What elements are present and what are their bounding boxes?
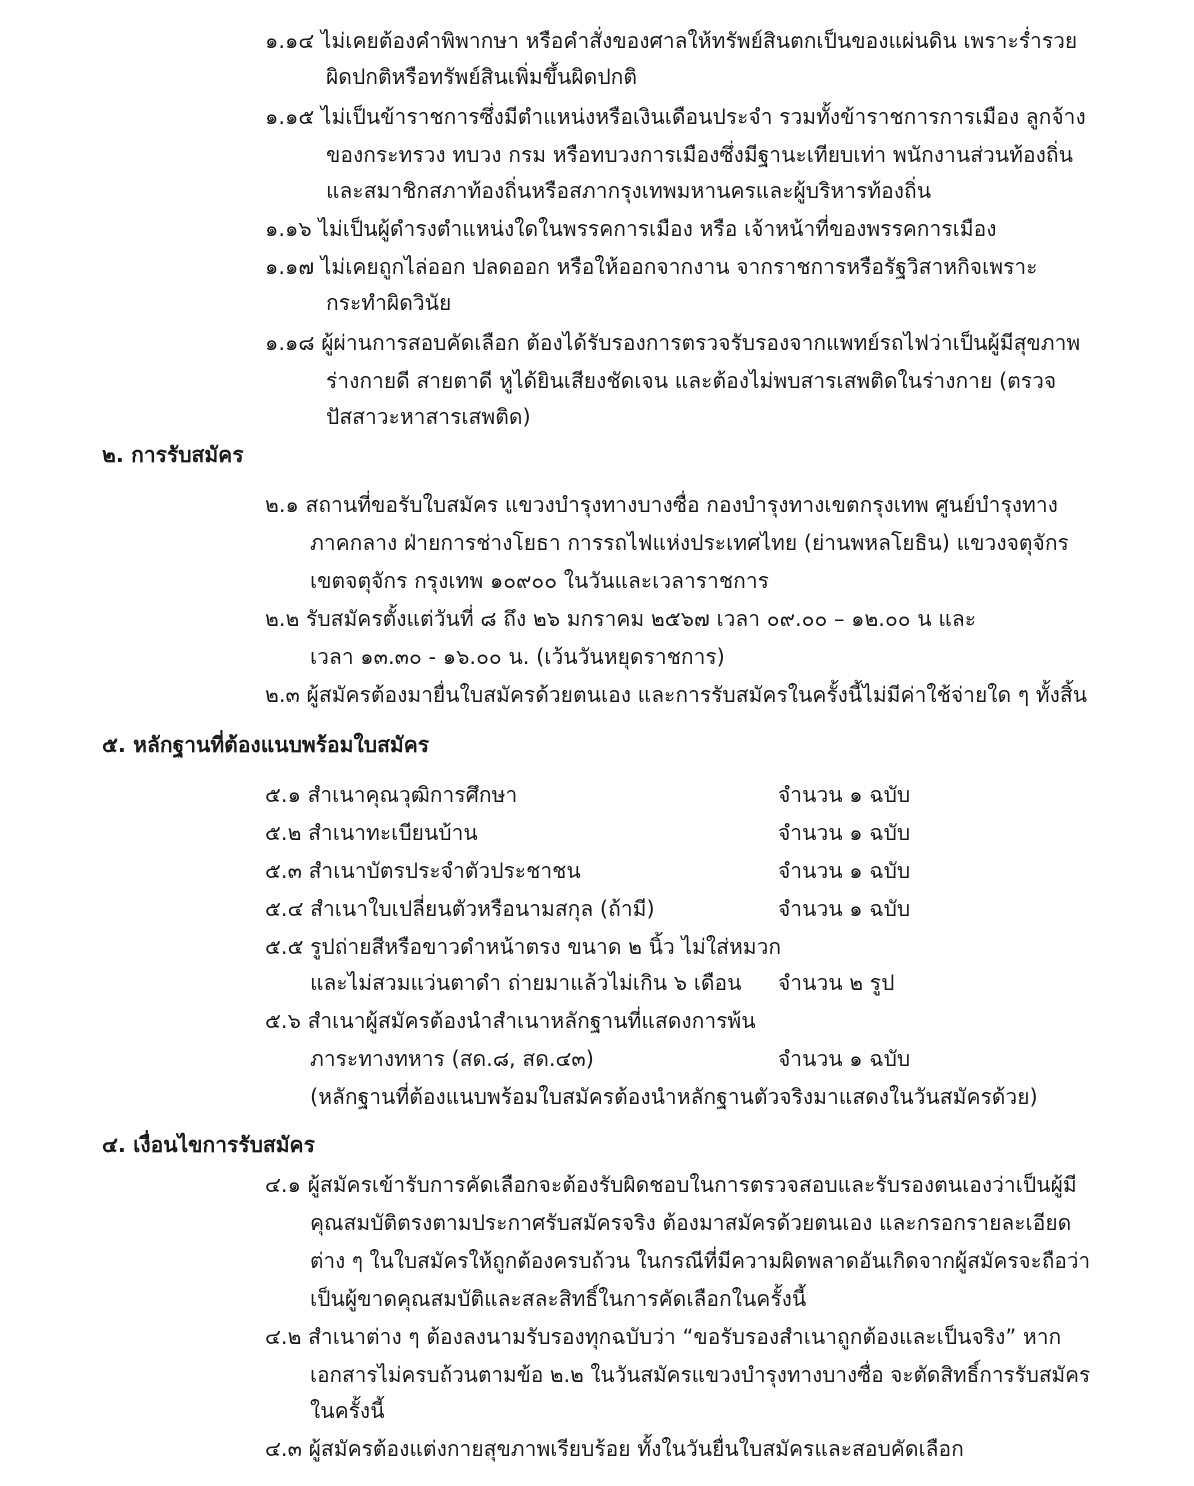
doc-item-4-label: ๕.๔ สำเนาใบเปลี่ยนตัวหรือนามสกุล (ถ้ามี) [265,897,655,921]
doc-item-3-count: จำนวน ๑ ฉบับ [778,859,911,883]
item-4-1-line-1: ๔.๑ ผู้สมัครเข้ารับการคัดเลือกจะต้องรับผิดชอบในการตรวจสอบและรับรองตนเองว่าเป็นผู้มี [265,1173,1077,1197]
item-1-18-line-3: ปัสสาวะหาสารเสพติด) [326,405,531,429]
item-1-18-line-2: ร่างกายดี สายตาดี หูได้ยินเสียงชัดเจน และต้องไม่พบสารเสพติดในร่างกาย (ตรวจ [326,369,1057,393]
item-4-1-line-3: ต่าง ๆ ในใบสมัครให้ถูกต้องครบถ้วน ในกรณีที่มีความผิดพลาดอันเกิดจากผู้สมัครจะถือว่า [310,1249,1091,1273]
section-3-heading: ๕. หลักฐานที่ต้องแนบพร้อมใบสมัคร [102,733,430,757]
doc-item-2-count: จำนวน ๑ ฉบับ [778,821,911,845]
item-1-15-line-3: และสมาชิกสภาท้องถิ่นหรือสภากรุงเทพมหานครและผู้บริหารท้องถิ่น [326,179,932,203]
item-4-2-line-2: เอกสารไม่ครบถ้วนตามข้อ ๒.๒ ในวันสมัครแขวงบำรุงทางบางซื่อ จะตัดสิทธิ์การรับสมัคร [310,1363,1091,1387]
doc-item-2-label: ๕.๒ สำเนาทะเบียนบ้าน [265,821,478,845]
doc-item-6-label-line-2: ภาระทางทหาร (สด.๘, สด.๔๓) [310,1047,594,1071]
item-1-14-line-2: ผิดปกติหรือทรัพย์สินเพิ่มขึ้นผิดปกติ [326,65,638,89]
item-4-2-line-1: ๔.๒ สำเนาต่าง ๆ ต้องลงนามรับรองทุกฉบับว่า “ขอรับรองสำเนาถูกต้องและเป็นจริง” หาก [265,1325,1062,1349]
item-1-15-line-2: ของกระทรวง ทบวง กรม หรือทบวงการเมืองซึ่งมีฐานะเทียบเท่า พนักงานส่วนท้องถิ่น [326,143,1073,167]
doc-item-4-count: จำนวน ๑ ฉบับ [778,897,911,921]
doc-item-5-count: จำนวน ๒ รูป [778,971,895,995]
section-2-heading: ๒. การรับสมัคร [102,443,244,467]
doc-item-6-count: จำนวน ๑ ฉบับ [778,1047,911,1071]
item-1-14-line-1: ๑.๑๔ ไม่เคยต้องคำพิพากษา หรือคำสั่งของศาลให้ทรัพย์สินตกเป็นของแผ่นดิน เพราะร่ำรวย [265,29,1078,53]
doc-item-5-label-line-1: ๕.๕ รูปถ่ายสีหรือขาวดำหน้าตรง ขนาด ๒ นิ้ว ไม่ใส่หมวก [265,935,782,959]
item-2-2-line-2: เวลา ๑๓.๓๐ - ๑๖.๐๐ น. (เว้นวันหยุดราชการ) [310,645,725,669]
item-2-2-line-1: ๒.๒ รับสมัครตั้งแต่วันที่ ๘ ถึง ๒๖ มกราคม ๒๕๖๗ เวลา ๐๙.๐๐ – ๑๒.๐๐ น และ [265,607,976,631]
item-4-1-line-4: เป็นผู้ขาดคุณสมบัติและสละสิทธิ์ในการคัดเลือกในครั้งนี้ [310,1287,807,1311]
item-2-1-line-2: ภาคกลาง ฝ่ายการช่างโยธา การรถไฟแห่งประเทศไทย (ย่านพหลโยธิน) แขวงจตุจักร [310,531,1069,555]
documents-note: (หลักฐานที่ต้องแนบพร้อมใบสมัครต้องนำหลักฐานตัวจริงมาแสดงในวันสมัครด้วย) [310,1085,1038,1109]
doc-item-1-count: จำนวน ๑ ฉบับ [778,783,911,807]
section-4-heading: ๔. เงื่อนไขการรับสมัคร [102,1133,315,1157]
doc-item-6-label-line-1: ๕.๖ สำเนาผู้สมัครต้องนำสำเนาหลักฐานที่แสดงการพ้น [265,1009,756,1033]
item-1-16-line-1: ๑.๑๖ ไม่เป็นผู้ดำรงตำแหน่งใดในพรรคการเมือง หรือ เจ้าหน้าที่ของพรรคการเมือง [265,217,997,241]
item-2-3-line-1: ๒.๓ ผู้สมัครต้องมายื่นใบสมัครด้วยตนเอง และการรับสมัครในครั้งนี้ไม่มีค่าใช้จ่ายใด ๆ ทั้งสิ้น [265,683,1088,707]
doc-item-1-label: ๕.๑ สำเนาคุณวุฒิการศึกษา [265,783,518,807]
item-4-1-line-2: คุณสมบัติตรงตามประกาศรับสมัครจริง ต้องมาสมัครด้วยตนเอง และกรอกรายละเอียด [310,1211,1072,1235]
item-1-15-line-1: ๑.๑๕ ไม่เป็นข้าราชการซึ่งมีตำแหน่งหรือเงินเดือนประจำ รวมทั้งข้าราชการการเมือง ลูกจ้าง [265,105,1086,129]
item-1-17-line-2: กระทำผิดวินัย [326,291,452,315]
doc-item-3-label: ๕.๓ สำเนาบัตรประจำตัวประชาชน [265,859,581,883]
item-4-3-line-1: ๔.๓ ผู้สมัครต้องแต่งกายสุขภาพเรียบร้อย ทั้งในวันยื่นใบสมัครและสอบคัดเลือก [265,1437,964,1461]
item-1-17-line-1: ๑.๑๗ ไม่เคยถูกไล่ออก ปลดออก หรือให้ออกจากงาน จากราชการหรือรัฐวิสาหกิจเพราะ [265,255,1038,279]
item-4-2-line-3: ในครั้งนี้ [310,1399,385,1423]
item-2-1-line-1: ๒.๑ สถานที่ขอรับใบสมัคร แขวงบำรุงทางบางซื่อ กองบำรุงทางเขตกรุงเทพ ศูนย์บำรุงทาง [265,493,1058,517]
doc-item-5-label-line-2: และไม่สวมแว่นตาดำ ถ่ายมาแล้วไม่เกิน ๖ เดือน [310,971,742,995]
item-1-18-line-1: ๑.๑๘ ผู้ผ่านการสอบคัดเลือก ต้องได้รับรองการตรวจรับรองจากแพทย์รถไฟว่าเป็นผู้มีสุขภาพ [265,331,1081,355]
item-2-1-line-3: เขตจตุจักร กรุงเทพ ๑๐๙๐๐ ในวันและเวลาราชการ [310,569,769,593]
